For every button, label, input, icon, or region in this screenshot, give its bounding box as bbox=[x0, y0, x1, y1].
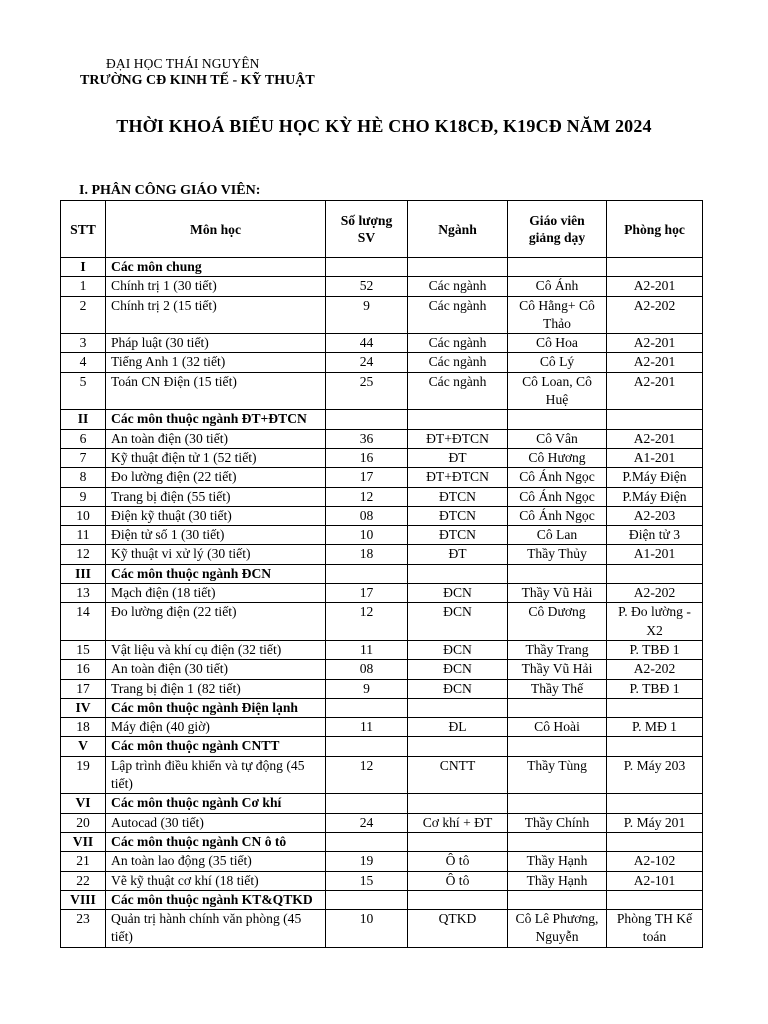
group-row bbox=[61, 832, 703, 851]
cell-major: ĐCN bbox=[408, 603, 508, 641]
cell-room: A2-101 bbox=[607, 871, 703, 890]
cell-room bbox=[607, 832, 703, 851]
cell-student-count: 17 bbox=[326, 584, 408, 603]
cell-stt: 9 bbox=[61, 487, 106, 506]
table-row bbox=[61, 429, 703, 448]
table-row bbox=[61, 296, 703, 334]
cell-subject: Pháp luật (30 tiết) bbox=[106, 334, 326, 353]
cell-stt: 19 bbox=[61, 756, 106, 794]
cell-student-count: 08 bbox=[326, 506, 408, 525]
table-row bbox=[61, 353, 703, 372]
cell-major: Ô tô bbox=[408, 871, 508, 890]
cell-stt: II bbox=[61, 410, 106, 429]
table-row bbox=[61, 448, 703, 467]
cell-major: Các ngành bbox=[408, 372, 508, 410]
cell-room: A2-202 bbox=[607, 584, 703, 603]
cell-teacher: Thầy Chính bbox=[508, 813, 607, 832]
cell-room: A2-201 bbox=[607, 277, 703, 296]
cell-room: P. MĐ 1 bbox=[607, 718, 703, 737]
section-heading: I. PHÂN CÔNG GIÁO VIÊN: bbox=[79, 183, 261, 198]
cell-teacher: Cô Lê Phương, Nguyễn bbox=[508, 910, 607, 948]
cell-student-count: 11 bbox=[326, 718, 408, 737]
cell-stt: 2 bbox=[61, 296, 106, 334]
cell-student-count: 11 bbox=[326, 640, 408, 659]
cell-major: CNTT bbox=[408, 756, 508, 794]
cell-student-count bbox=[326, 794, 408, 813]
cell-subject: Đo lường điện (22 tiết) bbox=[106, 468, 326, 487]
cell-subject: Chính trị 1 (30 tiết) bbox=[106, 277, 326, 296]
table-row bbox=[61, 660, 703, 679]
cell-student-count: 25 bbox=[326, 372, 408, 410]
cell-teacher: Thầy Vũ Hải bbox=[508, 584, 607, 603]
cell-major: Các ngành bbox=[408, 296, 508, 334]
table-row bbox=[61, 640, 703, 659]
cell-teacher: Cô Ánh Ngọc bbox=[508, 468, 607, 487]
column-header-stt: STT bbox=[61, 201, 106, 258]
cell-stt: 4 bbox=[61, 353, 106, 372]
table-row bbox=[61, 871, 703, 890]
cell-stt: 23 bbox=[61, 910, 106, 948]
cell-subject: Vật liệu và khí cụ điện (32 tiết) bbox=[106, 640, 326, 659]
cell-student-count: 12 bbox=[326, 603, 408, 641]
cell-major bbox=[408, 832, 508, 851]
cell-stt: 16 bbox=[61, 660, 106, 679]
cell-teacher: Thầy Trang bbox=[508, 640, 607, 659]
group-row bbox=[61, 410, 703, 429]
cell-stt: 21 bbox=[61, 852, 106, 871]
cell-student-count: 08 bbox=[326, 660, 408, 679]
cell-teacher bbox=[508, 890, 607, 909]
cell-subject: Điện tử số 1 (30 tiết) bbox=[106, 526, 326, 545]
cell-major: QTKD bbox=[408, 910, 508, 948]
cell-student-count: 24 bbox=[326, 353, 408, 372]
cell-teacher: Cô Loan, Cô Huệ bbox=[508, 372, 607, 410]
cell-stt: 12 bbox=[61, 545, 106, 564]
table-row bbox=[61, 487, 703, 506]
cell-room: A2-202 bbox=[607, 296, 703, 334]
cell-teacher bbox=[508, 698, 607, 717]
cell-stt: 10 bbox=[61, 506, 106, 525]
cell-teacher bbox=[508, 258, 607, 277]
cell-student-count: 10 bbox=[326, 910, 408, 948]
column-header-subject: Môn học bbox=[106, 201, 326, 258]
cell-subject: Các môn thuộc ngành ĐT+ĐTCN bbox=[106, 410, 326, 429]
cell-room bbox=[607, 258, 703, 277]
group-row bbox=[61, 564, 703, 583]
cell-major bbox=[408, 258, 508, 277]
cell-major bbox=[408, 698, 508, 717]
table-row bbox=[61, 679, 703, 698]
cell-stt: III bbox=[61, 564, 106, 583]
cell-stt: 6 bbox=[61, 429, 106, 448]
cell-stt: 3 bbox=[61, 334, 106, 353]
cell-subject: Các môn thuộc ngành Điện lạnh bbox=[106, 698, 326, 717]
cell-room bbox=[607, 890, 703, 909]
cell-teacher: Cô Hoa bbox=[508, 334, 607, 353]
cell-teacher: Thầy Thủy bbox=[508, 545, 607, 564]
cell-room bbox=[607, 737, 703, 756]
cell-stt: 20 bbox=[61, 813, 106, 832]
cell-stt: VI bbox=[61, 794, 106, 813]
cell-major: Cơ khí + ĐT bbox=[408, 813, 508, 832]
cell-stt: V bbox=[61, 737, 106, 756]
cell-student-count: 12 bbox=[326, 487, 408, 506]
cell-teacher: Thầy Hạnh bbox=[508, 852, 607, 871]
cell-major: Ô tô bbox=[408, 852, 508, 871]
cell-teacher: Cô Hằng+ Cô Thảo bbox=[508, 296, 607, 334]
cell-stt: 11 bbox=[61, 526, 106, 545]
table-row bbox=[61, 506, 703, 525]
cell-student-count bbox=[326, 737, 408, 756]
cell-subject: Toán CN Điện (15 tiết) bbox=[106, 372, 326, 410]
cell-student-count bbox=[326, 698, 408, 717]
cell-major: Các ngành bbox=[408, 277, 508, 296]
cell-student-count: 17 bbox=[326, 468, 408, 487]
cell-room: A1-201 bbox=[607, 545, 703, 564]
cell-room: A2-203 bbox=[607, 506, 703, 525]
cell-room bbox=[607, 794, 703, 813]
cell-room: P. Máy 203 bbox=[607, 756, 703, 794]
cell-student-count: 44 bbox=[326, 334, 408, 353]
cell-room: Phòng TH Kế toán bbox=[607, 910, 703, 948]
cell-teacher: Cô Ánh bbox=[508, 277, 607, 296]
cell-subject: An toàn điện (30 tiết) bbox=[106, 429, 326, 448]
cell-teacher: Thầy Hạnh bbox=[508, 871, 607, 890]
cell-stt: 1 bbox=[61, 277, 106, 296]
cell-stt: 18 bbox=[61, 718, 106, 737]
cell-stt: 13 bbox=[61, 584, 106, 603]
cell-major: ĐT+ĐTCN bbox=[408, 468, 508, 487]
header-row bbox=[61, 201, 703, 258]
cell-major: ĐCN bbox=[408, 660, 508, 679]
cell-room bbox=[607, 564, 703, 583]
cell-room: Điện tử 3 bbox=[607, 526, 703, 545]
cell-major: ĐTCN bbox=[408, 487, 508, 506]
cell-subject: Chính trị 2 (15 tiết) bbox=[106, 296, 326, 334]
cell-subject: Quản trị hành chính văn phòng (45 tiết) bbox=[106, 910, 326, 948]
cell-teacher: Cô Lan bbox=[508, 526, 607, 545]
group-row bbox=[61, 890, 703, 909]
group-row bbox=[61, 258, 703, 277]
cell-stt: VIII bbox=[61, 890, 106, 909]
cell-subject: Autocad (30 tiết) bbox=[106, 813, 326, 832]
table-row bbox=[61, 756, 703, 794]
cell-stt: 7 bbox=[61, 448, 106, 467]
teacher-assignment-table bbox=[60, 200, 703, 948]
table-row bbox=[61, 545, 703, 564]
cell-room: A2-201 bbox=[607, 429, 703, 448]
cell-room: P. TBĐ 1 bbox=[607, 640, 703, 659]
cell-subject: Các môn thuộc ngành CN ô tô bbox=[106, 832, 326, 851]
table-row bbox=[61, 718, 703, 737]
cell-major: Các ngành bbox=[408, 334, 508, 353]
cell-major bbox=[408, 410, 508, 429]
cell-teacher bbox=[508, 794, 607, 813]
cell-student-count: 9 bbox=[326, 296, 408, 334]
cell-teacher: Cô Ánh Ngọc bbox=[508, 487, 607, 506]
cell-stt: 8 bbox=[61, 468, 106, 487]
cell-room: A2-201 bbox=[607, 334, 703, 353]
cell-room bbox=[607, 410, 703, 429]
cell-major: ĐCN bbox=[408, 584, 508, 603]
cell-teacher bbox=[508, 410, 607, 429]
cell-stt: 15 bbox=[61, 640, 106, 659]
column-header-teacher: Giáo viên giảng dạy bbox=[508, 201, 607, 258]
university-name: ĐẠI HỌC THÁI NGUYÊN bbox=[106, 56, 260, 71]
cell-student-count: 19 bbox=[326, 852, 408, 871]
cell-room: P. TBĐ 1 bbox=[607, 679, 703, 698]
cell-major: ĐCN bbox=[408, 640, 508, 659]
cell-student-count: 18 bbox=[326, 545, 408, 564]
cell-major: ĐTCN bbox=[408, 506, 508, 525]
cell-subject: Các môn thuộc ngành KT&QTKD bbox=[106, 890, 326, 909]
table-row bbox=[61, 603, 703, 641]
document-title: THỜI KHOÁ BIỂU HỌC KỲ HÈ CHO K18CĐ, K19CĐ NĂM 2024 bbox=[116, 116, 652, 136]
table-row bbox=[61, 334, 703, 353]
cell-room: P. Máy 201 bbox=[607, 813, 703, 832]
school-name: TRƯỜNG CĐ KINH TẾ - KỸ THUẬT bbox=[80, 73, 315, 88]
cell-major bbox=[408, 794, 508, 813]
cell-subject: Các môn thuộc ngành CNTT bbox=[106, 737, 326, 756]
cell-stt: IV bbox=[61, 698, 106, 717]
cell-teacher: Cô Hương bbox=[508, 448, 607, 467]
cell-subject: Trang bị điện 1 (82 tiết) bbox=[106, 679, 326, 698]
table-row bbox=[61, 584, 703, 603]
cell-room: P. Đo lường - X2 bbox=[607, 603, 703, 641]
group-row bbox=[61, 794, 703, 813]
cell-teacher: Thầy Thế bbox=[508, 679, 607, 698]
cell-teacher: Cô Hoài bbox=[508, 718, 607, 737]
cell-teacher: Thầy Vũ Hải bbox=[508, 660, 607, 679]
cell-major bbox=[408, 737, 508, 756]
table-row bbox=[61, 468, 703, 487]
cell-subject: Trang bị điện (55 tiết) bbox=[106, 487, 326, 506]
cell-student-count: 52 bbox=[326, 277, 408, 296]
cell-student-count: 24 bbox=[326, 813, 408, 832]
cell-subject: Lập trình điều khiển và tự động (45 tiết) bbox=[106, 756, 326, 794]
cell-student-count: 10 bbox=[326, 526, 408, 545]
cell-student-count: 16 bbox=[326, 448, 408, 467]
cell-stt: 14 bbox=[61, 603, 106, 641]
cell-subject: Điện kỹ thuật (30 tiết) bbox=[106, 506, 326, 525]
cell-teacher: Thầy Tùng bbox=[508, 756, 607, 794]
cell-major: ĐT bbox=[408, 448, 508, 467]
group-row bbox=[61, 737, 703, 756]
cell-room: P.Máy Điện bbox=[607, 468, 703, 487]
cell-subject: Các môn chung bbox=[106, 258, 326, 277]
cell-student-count bbox=[326, 564, 408, 583]
cell-teacher bbox=[508, 737, 607, 756]
column-header-major: Ngành bbox=[408, 201, 508, 258]
cell-subject: Máy điện (40 giờ) bbox=[106, 718, 326, 737]
cell-stt: 5 bbox=[61, 372, 106, 410]
cell-major bbox=[408, 890, 508, 909]
cell-subject: Đo lường điện (22 tiết) bbox=[106, 603, 326, 641]
table-row bbox=[61, 910, 703, 948]
cell-room: A2-202 bbox=[607, 660, 703, 679]
cell-teacher: Cô Ánh Ngọc bbox=[508, 506, 607, 525]
cell-subject: An toàn điện (30 tiết) bbox=[106, 660, 326, 679]
cell-stt: 22 bbox=[61, 871, 106, 890]
cell-subject: Tiếng Anh 1 (32 tiết) bbox=[106, 353, 326, 372]
cell-major: ĐTCN bbox=[408, 526, 508, 545]
column-header-student-count: Số lượng SV bbox=[326, 201, 408, 258]
cell-major: ĐCN bbox=[408, 679, 508, 698]
cell-subject: Kỹ thuật điện tử 1 (52 tiết) bbox=[106, 448, 326, 467]
group-row bbox=[61, 698, 703, 717]
table-row bbox=[61, 813, 703, 832]
cell-subject: An toàn lao động (35 tiết) bbox=[106, 852, 326, 871]
cell-student-count: 9 bbox=[326, 679, 408, 698]
cell-major bbox=[408, 564, 508, 583]
cell-teacher: Cô Dương bbox=[508, 603, 607, 641]
cell-stt: VII bbox=[61, 832, 106, 851]
table-row bbox=[61, 277, 703, 296]
cell-student-count bbox=[326, 258, 408, 277]
cell-stt: I bbox=[61, 258, 106, 277]
table-row bbox=[61, 852, 703, 871]
cell-major: ĐL bbox=[408, 718, 508, 737]
cell-room: P.Máy Điện bbox=[607, 487, 703, 506]
cell-major: ĐT bbox=[408, 545, 508, 564]
column-header-room: Phòng học bbox=[607, 201, 703, 258]
cell-major: Các ngành bbox=[408, 353, 508, 372]
table-row bbox=[61, 526, 703, 545]
cell-student-count: 36 bbox=[326, 429, 408, 448]
table-row bbox=[61, 372, 703, 410]
cell-teacher bbox=[508, 832, 607, 851]
cell-subject: Kỹ thuật vi xử lý (30 tiết) bbox=[106, 545, 326, 564]
cell-subject: Các môn thuộc ngành Cơ khí bbox=[106, 794, 326, 813]
cell-student-count bbox=[326, 832, 408, 851]
cell-teacher bbox=[508, 564, 607, 583]
cell-subject: Mạch điện (18 tiết) bbox=[106, 584, 326, 603]
cell-student-count: 12 bbox=[326, 756, 408, 794]
cell-major: ĐT+ĐTCN bbox=[408, 429, 508, 448]
cell-student-count bbox=[326, 410, 408, 429]
cell-stt: 17 bbox=[61, 679, 106, 698]
cell-teacher: Cô Lý bbox=[508, 353, 607, 372]
table-body bbox=[61, 258, 703, 948]
cell-room bbox=[607, 698, 703, 717]
cell-subject: Vẽ kỹ thuật cơ khí (18 tiết) bbox=[106, 871, 326, 890]
cell-room: A2-201 bbox=[607, 372, 703, 410]
cell-room: A2-201 bbox=[607, 353, 703, 372]
cell-room: A2-102 bbox=[607, 852, 703, 871]
table-header bbox=[61, 201, 703, 258]
cell-student-count: 15 bbox=[326, 871, 408, 890]
cell-subject: Các môn thuộc ngành ĐCN bbox=[106, 564, 326, 583]
cell-room: A1-201 bbox=[607, 448, 703, 467]
cell-teacher: Cô Vân bbox=[508, 429, 607, 448]
cell-student-count bbox=[326, 890, 408, 909]
